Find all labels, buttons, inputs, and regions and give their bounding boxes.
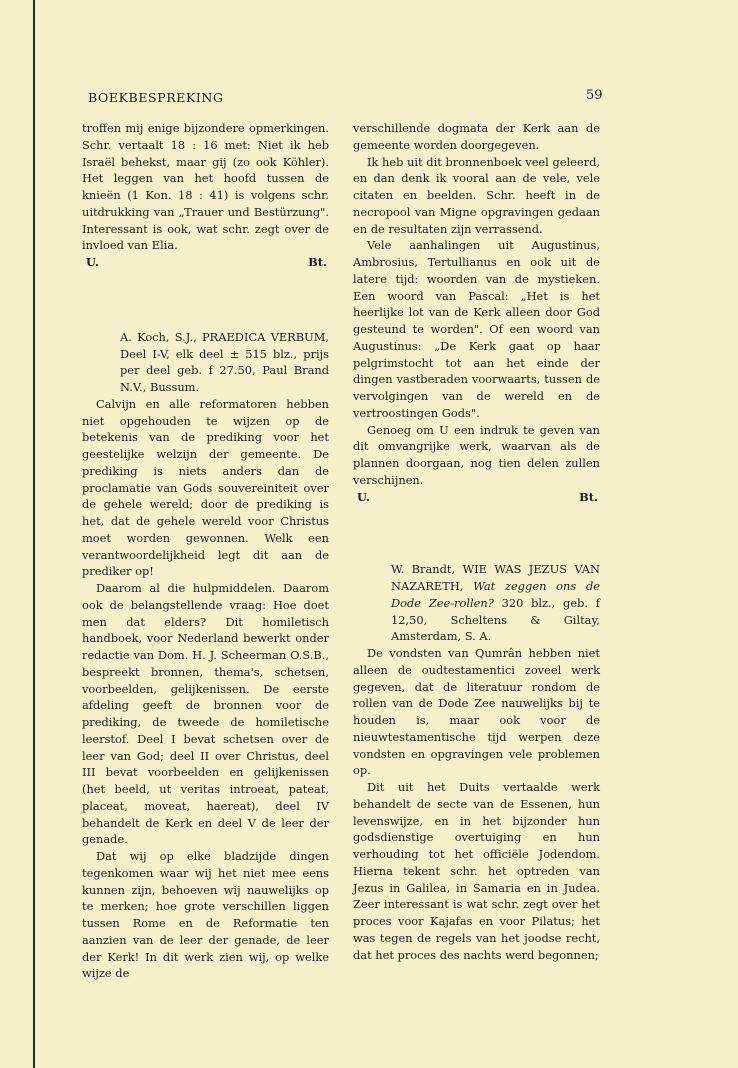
paragraph: Genoeg om U een indruk te geven van dit omvangrijke werk, waarvan als de plannen doorgaan, nog tien delen zullen verschijnen. xyxy=(353,422,600,487)
section-gap xyxy=(353,505,600,561)
citation-title: W. Brandt, WIE WAS JEZUS VAN NAZARETH, xyxy=(391,562,600,593)
citation-subtitle: Wat zeggen ons de Dode Zee-rollen? xyxy=(391,579,600,610)
paragraph: Calvijn en alle reformatoren hebben niet opgehouden te wijzen op de betekenis van de prediking voor het geestelijke welzijn der gemeente. De prediking is niets anders dan de proclamatie van Gods souvereiniteit over de gehele wereld; door de prediking is het, dat de gehele wereld voor Christus moet worden gewonnen. Welk een verantwoordelijkheid legt dit aan de prediker op! xyxy=(82,396,329,579)
paragraph: De vondsten van Qumrân hebben niet alleen de oudtestamentici zoveel werk gegeven, dat de literatuur rondom de rollen van de Dode Zee nauwelijks bij te houden is, maar ook voor de nieuwtestamentische tijd werpen deze vondsten en opgravingen vele problemen op. xyxy=(353,646,600,778)
signature-line xyxy=(353,489,600,506)
citation-details: 320 blz., geb. f 12,50, Scheltens & Giltay, Amsterdam, S. A. xyxy=(391,595,600,644)
signature-initial: U. xyxy=(357,489,370,504)
paragraph: Vele aanhalingen uit Augustinus, Ambrosius, Tertullianus en ook uit de latere tijd: woorden van de mystieken. Een woord van Pascal: „Het is het heerlijke lot van de Kerk alleen door God gesteund te worden". Of een woord van Augustinus: „De Kerk gaat op haar pelgrimstocht tot aan het einde der dingen vastberaden voorwaarts, tussen de vervolgingen van de wereld en de vertroostingen Gods". xyxy=(353,238,600,420)
left-column xyxy=(82,120,329,982)
signature-line xyxy=(82,254,329,271)
paragraph: Daarom al die hulpmiddelen. Daarom ook de belangstellende vraag: Hoe doet men dat elders? Dit homiletisch handboek, voor Nederland bewerkt onder redactie van Dom. H. J. Scheerman O.S.B., bespreekt bronnen, thema's, schetsen, voorbeelden, gelijkenissen. De eerste afdeling geeft de bronnen voor de prediking, de tweede de homiletische leerstof. Deel I bevat schetsen over de leer van God; deel II over Christus, deel III bevat voorbeelden en gelijkenissen (het beeld, ut veritas introeat, pateat, placeat, moveat, haereat), deel IV behandelt de Kerk en deel V de leer der genade. xyxy=(82,581,329,847)
paragraph: Dat wij op elke bladzijde dingen tegenkomen waar wij het niet mee eens kunnen zijn, behoeven wij nauwelijks op te merken; hoe grote verschillen liggen tussen Rome en de Reformatie ten aanzien van de leer der genade, de leer der Kerk! In dit werk zien wij, op welke wijze de xyxy=(82,849,329,981)
paragraph: Ik heb uit dit bronnenboek veel geleerd, en dan denk ik vooral aan de vele, vele citaten en beelden. Schr. heeft in de necropool van Migne opgravingen gedaan en de resultaten zijn verrassend. xyxy=(353,154,600,236)
paragraph: verschillende dogmata der Kerk aan de gemeente worden doorgegeven. xyxy=(353,121,600,152)
paragraph: troffen mij enige bijzondere opmerkingen. Schr. vertaalt 18 : 16 met: Niet ik heb Israël behekst, maar gij (zo ook Köhler). Het leggen van het hoofd tussen de knieën (1 Kon. 18 : 41) is volgens schr. uitdrukking van „Trauer und Bestürzung". Interessant is ook, wat schr. zegt over de invloed van Elia. xyxy=(82,121,329,253)
scan-edge-line xyxy=(33,0,35,1068)
section-gap xyxy=(82,271,329,329)
running-head: BOEKBESPREKING xyxy=(88,90,224,105)
book-citation xyxy=(353,561,600,645)
signature-initial: U. xyxy=(86,255,99,269)
signature-author: Bt. xyxy=(579,489,598,504)
right-column xyxy=(353,120,600,963)
page-number: 59 xyxy=(586,88,603,103)
signature-author: Bt. xyxy=(308,255,327,269)
paragraph: Dit uit het Duits vertaalde werk behandelt de secte van de Essenen, hun levenswijze, en in het bijzonder hun godsdienstige overtuiging en hun verhouding tot het officiële Jodendom. Hierna tekent schr. het optreden van Jezus in Galilea, in Samaria en in Judea. Zeer interessant is wat schr. zegt over het proces voor Kajafas en voor Pilatus; het was tegen de regels van het joodse recht, dat het proces des nachts werd begonnen; xyxy=(353,780,600,962)
book-citation: A. Koch, S.J., PRAEDICA VERBUM, Deel I-V, elk deel ± 515 blz., prijs per deel geb. f 27.50, Paul Brand N.V., Bussum. xyxy=(120,329,329,394)
